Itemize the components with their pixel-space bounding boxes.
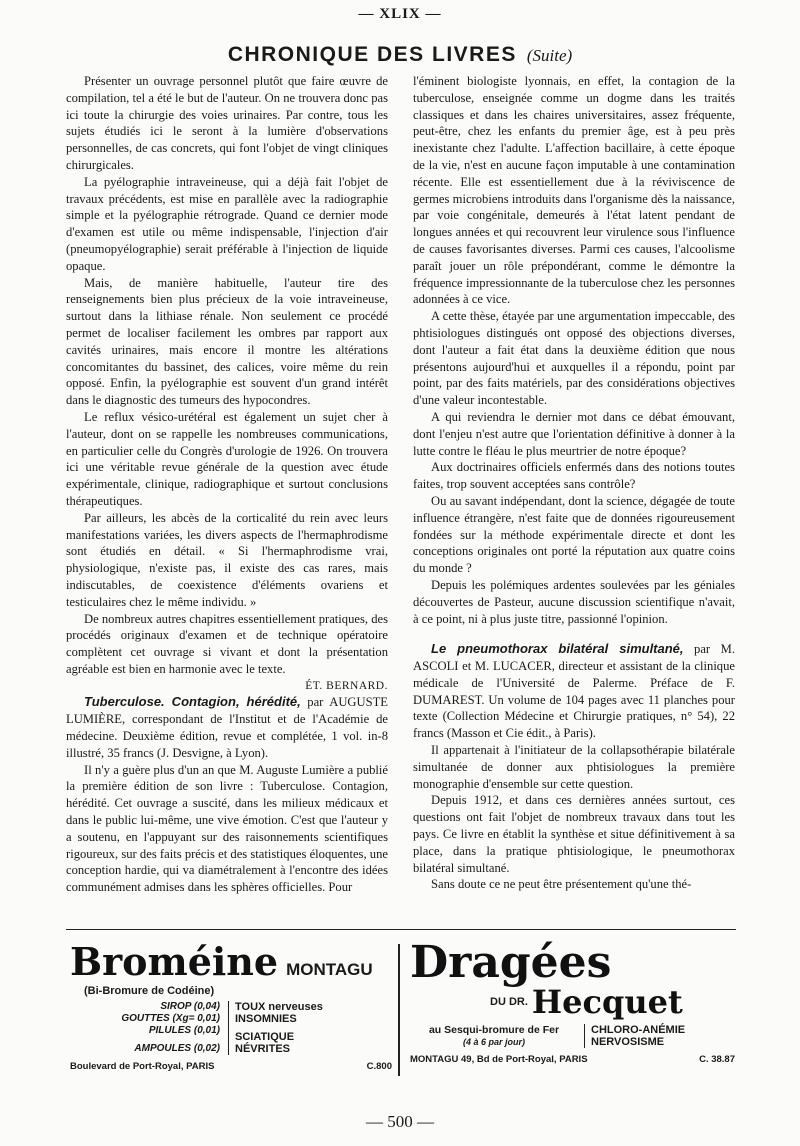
review-details: par AUGUSTE LUMIÈRE, correspondant de l'Institut et de l'Académie de médecine. Deuxième édition, revue et complétée, 1 vol. in-8 illustré, 35 francs (J. Desvigne, à Lyon). [66, 695, 388, 760]
ad-form-item: SIROP (0,04) [160, 1001, 220, 1012]
left-column [66, 73, 388, 896]
right-column [413, 73, 735, 893]
page-title [0, 44, 800, 68]
paragraph: Depuis les polémiques ardentes soulevées par les géniales découvertes de Pasteur, aucune discussion scientifique n'avait, à ce point, ni à plus juste titre, passionné l'opinion. [413, 577, 735, 626]
review-title: Le pneumothorax bilatéral simultané, [431, 641, 684, 657]
ad-form-item: GOUTTES (Xg= 0,01) [121, 1013, 220, 1024]
ad-indication: SCIATIQUE [235, 1031, 295, 1043]
ad-code: C.800 [366, 1061, 392, 1072]
paragraph: A qui reviendra le dernier mot dans ce débat émouvant, dont l'enjeu n'est autre que l'orientation définitive à donner à la lutte contre le fléau le plus meurtrier de notre époque? [413, 409, 735, 458]
ad-address: Boulevard de Port-Royal, PARIS [70, 1061, 215, 1072]
paragraph: Par ailleurs, les abcès de la corticalité du rein avec leurs manifestations variées, les divers aspects de l'hermaphrodisme sont étudiés en détail. « Si l'hermaphrodisme vrai, physiologique, n'existe pas, il existe des cas rares, mais indiscutables, de coexistence d'éléments ovariens et testiculaires chez le même individu. » [66, 510, 388, 609]
review-heading [413, 641, 735, 742]
ad-separator [66, 929, 736, 930]
ad-dragees-hecquet [410, 937, 735, 1082]
ad-form-item: PILULES (0,01) [148, 1025, 220, 1036]
ad-form-item: AMPOULES (0,02) [134, 1043, 220, 1054]
ad-indication: INSOMNIES [235, 1013, 297, 1025]
ad-brand-prefix: DU DR. [490, 996, 528, 1008]
paragraph: Depuis 1912, et dans ces dernières années surtout, ces questions ont fait l'objet de nombreux travaux dans tout les pays. Ce livre en établit la synthèse et situe définitivement à sa place, dans la pratique phtisiologique, le pneumothorax bilatéral simultané. [413, 793, 735, 875]
ad-brand-suffix: MONTAGU [286, 960, 373, 979]
review-title: Tuberculose. Contagion, hérédité, [84, 694, 301, 710]
title-main: CHRONIQUE DES LIVRES [227, 43, 517, 66]
paragraph: l'éminent biologiste lyonnais, en effet, la contagion de la tuberculose, enseignée comme un dogme dans les traités classiques et dans les chaires universitaires, assez fréquente, peut-être, chez les enfants du premier âge, est à peu près inexistante chez l'adulte. L'affection bacillaire, à cette époque de la vie, n'est en aucune façon imputable à une contamination récente. Elle est essentiellement due à la réviviscence de germes microbiens introduits dans l'organisme dès la naissance, par voie congénitale, demeurés à l'état latent pendant de longues années et qui recouvrent leur virulence sous l'influence de causes favorisantes diverses. Parmi ces causes, l'alcoolisme paraît jouer un rôle prépondérant, comme le démontre la fréquence impressionnante de la tuberculose chez les personnes adonnées à ce vice. [413, 74, 735, 307]
review-details: par M. ASCOLI et M. LUCACER, directeur et assistant de la clinique médicale de l'Université de Palerme. Préface de F. DUMAREST. Un volume de 104 pages avec 11 planches pour texte (Collection Médecine et Chirurgie pratiques, n° 54), 22 francs (Masson et Cie édit., à Paris). [413, 642, 735, 741]
paragraph: Il appartenait à l'initiateur de la collapsothérapie bilatérale simultanée de donner aux phtisiologues la première monographie d'ensemble sur cette question. [413, 743, 735, 791]
paragraph: Présenter un ouvrage personnel plutôt que faire œuvre de compilation, tel a été le but de l'auteur. On ne trouvera donc pas ici toute la chirurgie des voies urinaires. Par contre, tous les sujets étudiés ici le seront à la lumière d'observations personnelles, de cas concrets, qui font l'objet de vingt cliniques chirurgicales. [66, 74, 388, 172]
signature: ÉT. BERNARD. [305, 679, 388, 692]
ad-indication: NÉVRITES [235, 1043, 291, 1055]
ad-divider [398, 944, 400, 1076]
paragraph: Le reflux vésico-urétéral est également un sujet cher à l'auteur, dont on se rappelle les nombreuses communications, en particulier celle du Congrès d'urologie de 1926. On trouvera ici une véritable revue générale de la question avec étude expérimentale, clinique, radiographique et surtout conclusions thérapeutiques. [66, 409, 388, 508]
paragraph: Sans doute ce ne peut être présentement qu'une thé- [431, 877, 692, 892]
ad-address: MONTAGU 49, Bd de Port-Royal, PARIS [410, 1054, 588, 1065]
paragraph: La pyélographie intraveineuse, qui a déjà fait l'objet de travaux précédents, est mise en parallèle avec la radiographie simple et la pyélographie rétrograde. Quand ce dernier mode d'examen est utile ou même indispensable, l'injection d'air (pneumopyélographie) serait préférable à l'injection de liquide opaque. [66, 174, 388, 273]
ad-forms [70, 1001, 228, 1055]
ad-brand-bromeine: Broméine [70, 939, 279, 984]
title-subtitle: (Suite) [526, 46, 573, 65]
ad-indication: TOUX nerveuses [235, 1001, 323, 1013]
ad-brand-hecquet: Hecquet [531, 983, 683, 1021]
review-heading [66, 694, 388, 761]
paragraph: Ou au savant indépendant, dont la science, dégagée de toute influence étrangère, n'est faite que de données rigoureusement fondées sur la méthode expérimentale directe et dont les conceptions originales ont porté la réputation aux quatre coins du monde ? [413, 493, 735, 576]
ad-bromeine [70, 940, 392, 1082]
ad-indication: NERVOSISME [591, 1036, 665, 1048]
ad-indications [584, 1024, 685, 1048]
ad-brand-dragees: Dragées [410, 937, 612, 988]
paragraph: Aux doctrinaires officiels enfermés dans des notions toutes faites, trop souvent acceptées sans contrôle? [413, 460, 735, 492]
ad-composition: au Sesqui-bromure de Fer (4 à 6 par jour) [428, 1024, 560, 1047]
ad-subtitle: (Bi-Bromure de Codéine) [84, 985, 215, 997]
paragraph: De nombreux autres chapitres essentiellement pratiques, des procédés originaux d'examen et de technique opératoire complètent cet ouvrage si vivant et dont la présentation agréable est bien en harmonie avec le texte. [66, 611, 388, 676]
paragraph: Il n'y a guère plus d'un an que M. Auguste Lumière a publié la première édition de son livre : Tuberculose. Contagion, hérédité. Cet ouvrage a suscité, dans les milieux médicaux et dans le public lui-même, une vive émotion. C'est que l'auteur y a soutenu, en l'appuyant sur des raisonnements scientifiques rigoureux, sur des faits précis et des statistiques éloquentes, une conception hardie, qui va diamétralement à l'encontre des idées communément admises dans les sphères officielles. Pour [66, 762, 388, 895]
page-roman-numeral: — XLIX — [358, 6, 442, 22]
paragraph: Mais, de manière habituelle, l'auteur tire des renseignements bien plus précieux de la voie intraveineuse, surtout dans la lithiase rénale. Non seulement ce procédé permet de localiser facilement les ombres par rapport aux cavités urinaires, mais encore il montre les altérations concomitantes du bassinet, des calices, voire même du rein opposé. Enfin, la pyélographie est souvent d'un grand intérêt dans le diagnostic des tumeurs des hypocondres. [66, 275, 388, 408]
paragraph: A cette thèse, étayée par une argumentation impeccable, des phtisiologues distingués ont opposé des objections diverses, dont l'auteur a fait état dans la deuxième édition que nous présentons aujourd'hui et auxquelles il a répondu, point par point, par des faits matériels, par des considérations objectives d'une valeur incontestable. [413, 309, 735, 408]
ad-code: C. 38.87 [699, 1054, 735, 1065]
page-number: — 500 — [366, 1112, 434, 1131]
ad-indications [228, 1001, 323, 1055]
ad-indication: CHLORO-ANÉMIE [591, 1024, 686, 1036]
